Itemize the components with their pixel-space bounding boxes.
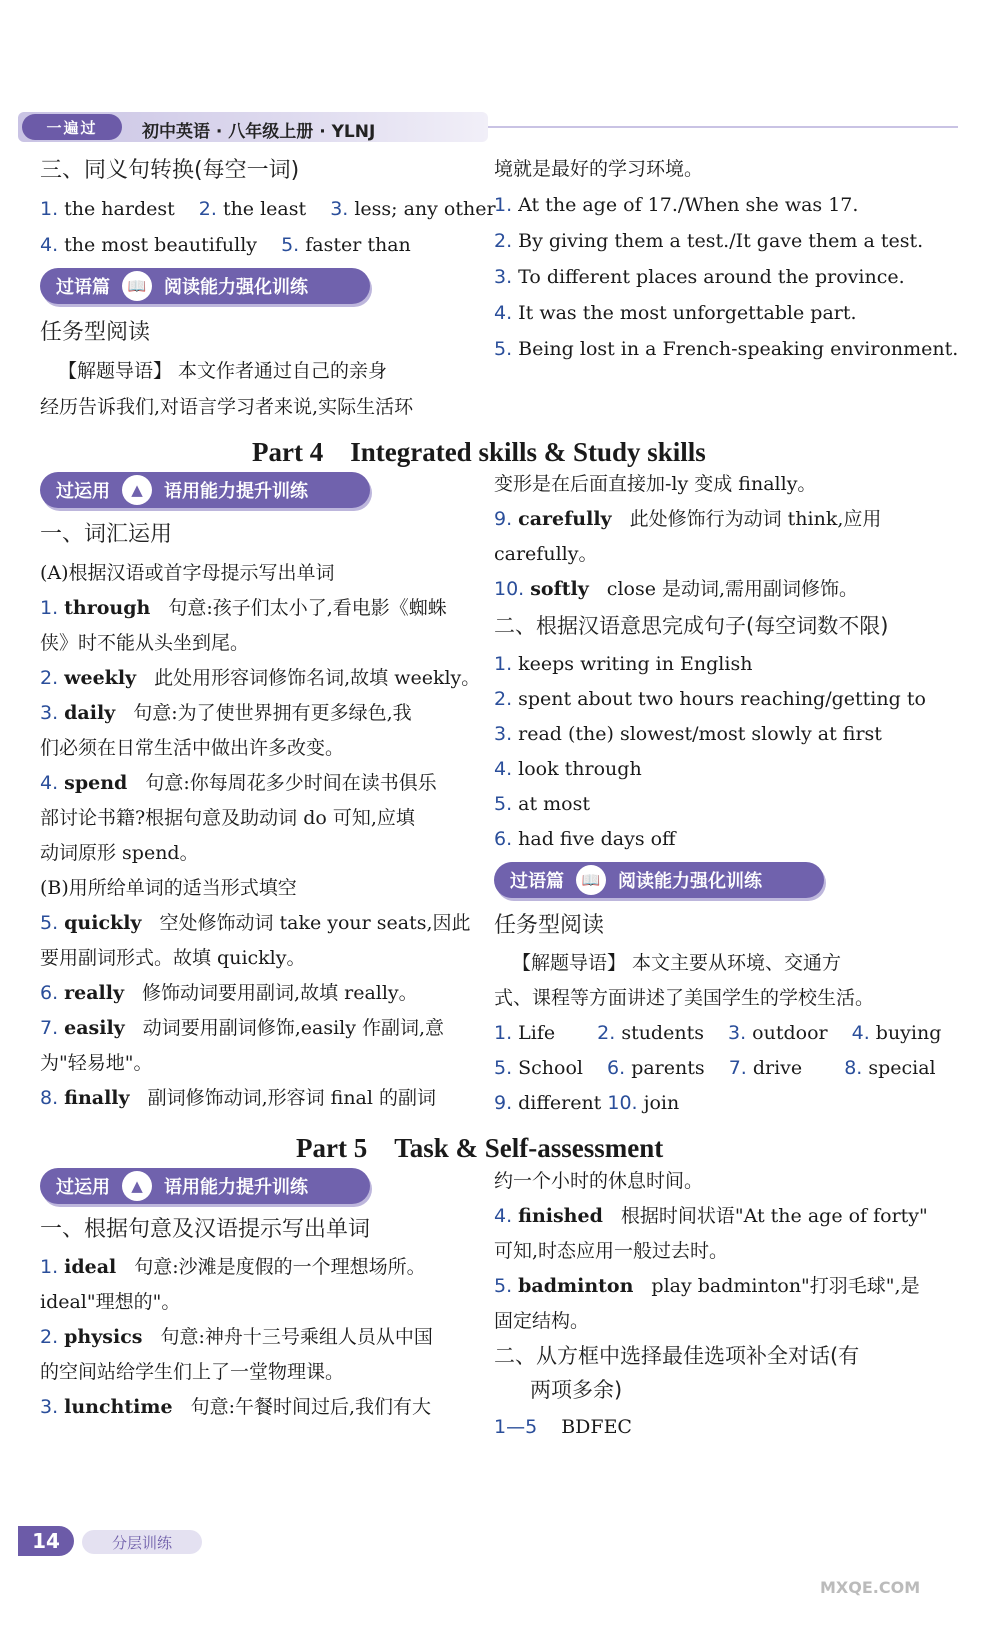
answer-item: 6. had five days off [494,828,676,850]
guide-text: 经历告诉我们,对语言学习者来说,实际生活环 [40,396,414,418]
answer-line: 变形是在后面直接加-ly 变成 finally。 [494,473,817,495]
answer-line: ideal"理想的"。 [40,1291,181,1313]
section-pill-reading: 过语篇 📖 阅读能力强化训练 [494,862,824,898]
section-title-synonym: 三、同义句转换(每空一词) [40,158,300,183]
answer-item: 5. Being lost in a French-speaking environment. [494,338,959,360]
answer-item: 3. read (the) slowest/most slowly at first [494,723,882,745]
answer-line: 2. physics 句意:神舟十三号乘组人员从中国 [40,1326,433,1348]
chart-icon: ▲ [122,1171,152,1201]
section-pill-usage: 过运用 ▲ 语用能力提升训练 [40,472,370,508]
section-title-vocab: 一、词汇运用 [40,522,173,547]
answer-row: 9. different 10. join [494,1092,680,1114]
answer-line: 9. carefully 此处修饰行为动词 think,应用 [494,508,882,530]
page-number: 14 [18,1526,74,1556]
answer-item: 3. To different places around the province. [494,266,905,288]
section-pill-reading: 过语篇 📖 阅读能力强化训练 [40,268,370,304]
continuation-text: 境就是最好的学习环境。 [494,158,704,180]
answer-line: 部讨论书籍?根据句意及助动词 do 可知,应填 [40,807,415,829]
section-title-dialogue-cont: 两项多余) [530,1378,623,1402]
answer-row: 1. the hardest 2. the least 3. less; any other [40,198,496,220]
answer-item: 1—5 BDFEC [494,1416,632,1438]
section-title-complete: 二、根据汉语意思完成句子(每空词数不限) [494,614,889,638]
guide-text: 【解题导语】 本文主要从环境、交通方 [512,952,842,974]
answer-line: 3. lunchtime 句意:午餐时间过后,我们有大 [40,1396,432,1418]
answer-line: 约一个小时的休息时间。 [494,1170,704,1192]
answer-line: 2. weekly 此处用形容词修饰名词,故填 weekly。 [40,667,481,689]
answer-line: 10. softly close 是动词,需用副词修饰。 [494,578,859,600]
answer-item: 2. By giving them a test./It gave them a test. [494,230,924,252]
answer-item: 4. It was the most unforgettable part. [494,302,857,324]
answer-line: 4. spend 句意:你每周花多少时间在读书俱乐 [40,772,437,794]
answer-item: 1. At the age of 17./When she was 17. [494,194,859,216]
book-icon: 📖 [122,271,152,301]
answer-line: 4. finished 根据时间状语"At the age of forty" [494,1205,928,1227]
answer-line: 5. badminton play badminton"打羽毛球",是 [494,1275,920,1297]
subsection-title: 任务型阅读 [40,320,151,345]
section-pill-usage: 过运用 ▲ 语用能力提升训练 [40,1168,370,1204]
brand-logo: 一遍过 [22,114,122,140]
answer-line: 要用副词形式。故填 quickly。 [40,947,306,969]
answer-line: carefully。 [494,543,598,565]
answer-line: 可知,时态应用一般过去时。 [494,1240,729,1262]
guide-text: 【解题导语】 本文作者通过自己的亲身 [58,360,388,382]
answer-item: 2. spent about two hours reaching/getting to [494,688,926,710]
book-title: 初中英语 · 八年级上册 · YLNJ [142,122,376,142]
answer-line: 为"轻易地"。 [40,1052,153,1074]
answer-line: 固定结构。 [494,1310,590,1332]
answer-line: 6. really 修饰动词要用副词,故填 really。 [40,982,418,1004]
footer-label: 分层训练 [82,1530,202,1554]
chart-icon: ▲ [122,475,152,505]
answer-item: 5. at most [494,793,590,815]
section-title-words: 一、根据句意及汉语提示写出单词 [40,1217,371,1242]
answer-line: 的空间站给学生们上了一堂物理课。 [40,1361,345,1383]
subsection-title: 任务型阅读 [494,913,605,938]
answer-item: 4. look through [494,758,642,780]
answer-line: 们必须在日常生活中做出许多改变。 [40,737,345,759]
part-4-title: Part 4 Integrated skills & Study skills [252,437,706,467]
answer-line: 1. ideal 句意:沙滩是度假的一个理想场所。 [40,1256,426,1278]
header-divider [488,126,958,128]
section-title-dialogue: 二、从方框中选择最佳选项补全对话(有 [494,1344,860,1368]
part-5-title: Part 5 Task & Self-assessment [296,1133,664,1163]
answer-row: 1. Life 2. students 3. outdoor 4. buying [494,1022,942,1044]
answer-line: 侠》时不能从头坐到尾。 [40,632,250,654]
answer-row: 5. School 6. parents 7. drive 8. special [494,1057,936,1079]
answer-item: 1. keeps writing in English [494,653,753,675]
answer-line: 5. quickly 空处修饰动词 take your seats,因此 [40,912,471,934]
answer-line: 7. easily 动词要用副词修饰,easily 作副词,意 [40,1017,445,1039]
guide-text: 式、课程等方面讲述了美国学生的学校生活。 [494,987,875,1009]
answer-line: 3. daily 句意:为了使世界拥有更多绿色,我 [40,702,412,724]
watermark: MXQE.COM [820,1578,921,1597]
answer-line: 1. through 句意:孩子们太小了,看电影《蜘蛛 [40,597,447,619]
sub-title-a: (A)根据汉语或首字母提示写出单词 [40,562,335,584]
answer-line: 动词原形 spend。 [40,842,199,864]
sub-title-b: (B)用所给单词的适当形式填空 [40,877,297,899]
answer-row: 4. the most beautifully 5. faster than [40,234,411,256]
book-icon: 📖 [576,865,606,895]
answer-line: 8. finally 副词修饰动词,形容词 final 的副词 [40,1087,436,1109]
